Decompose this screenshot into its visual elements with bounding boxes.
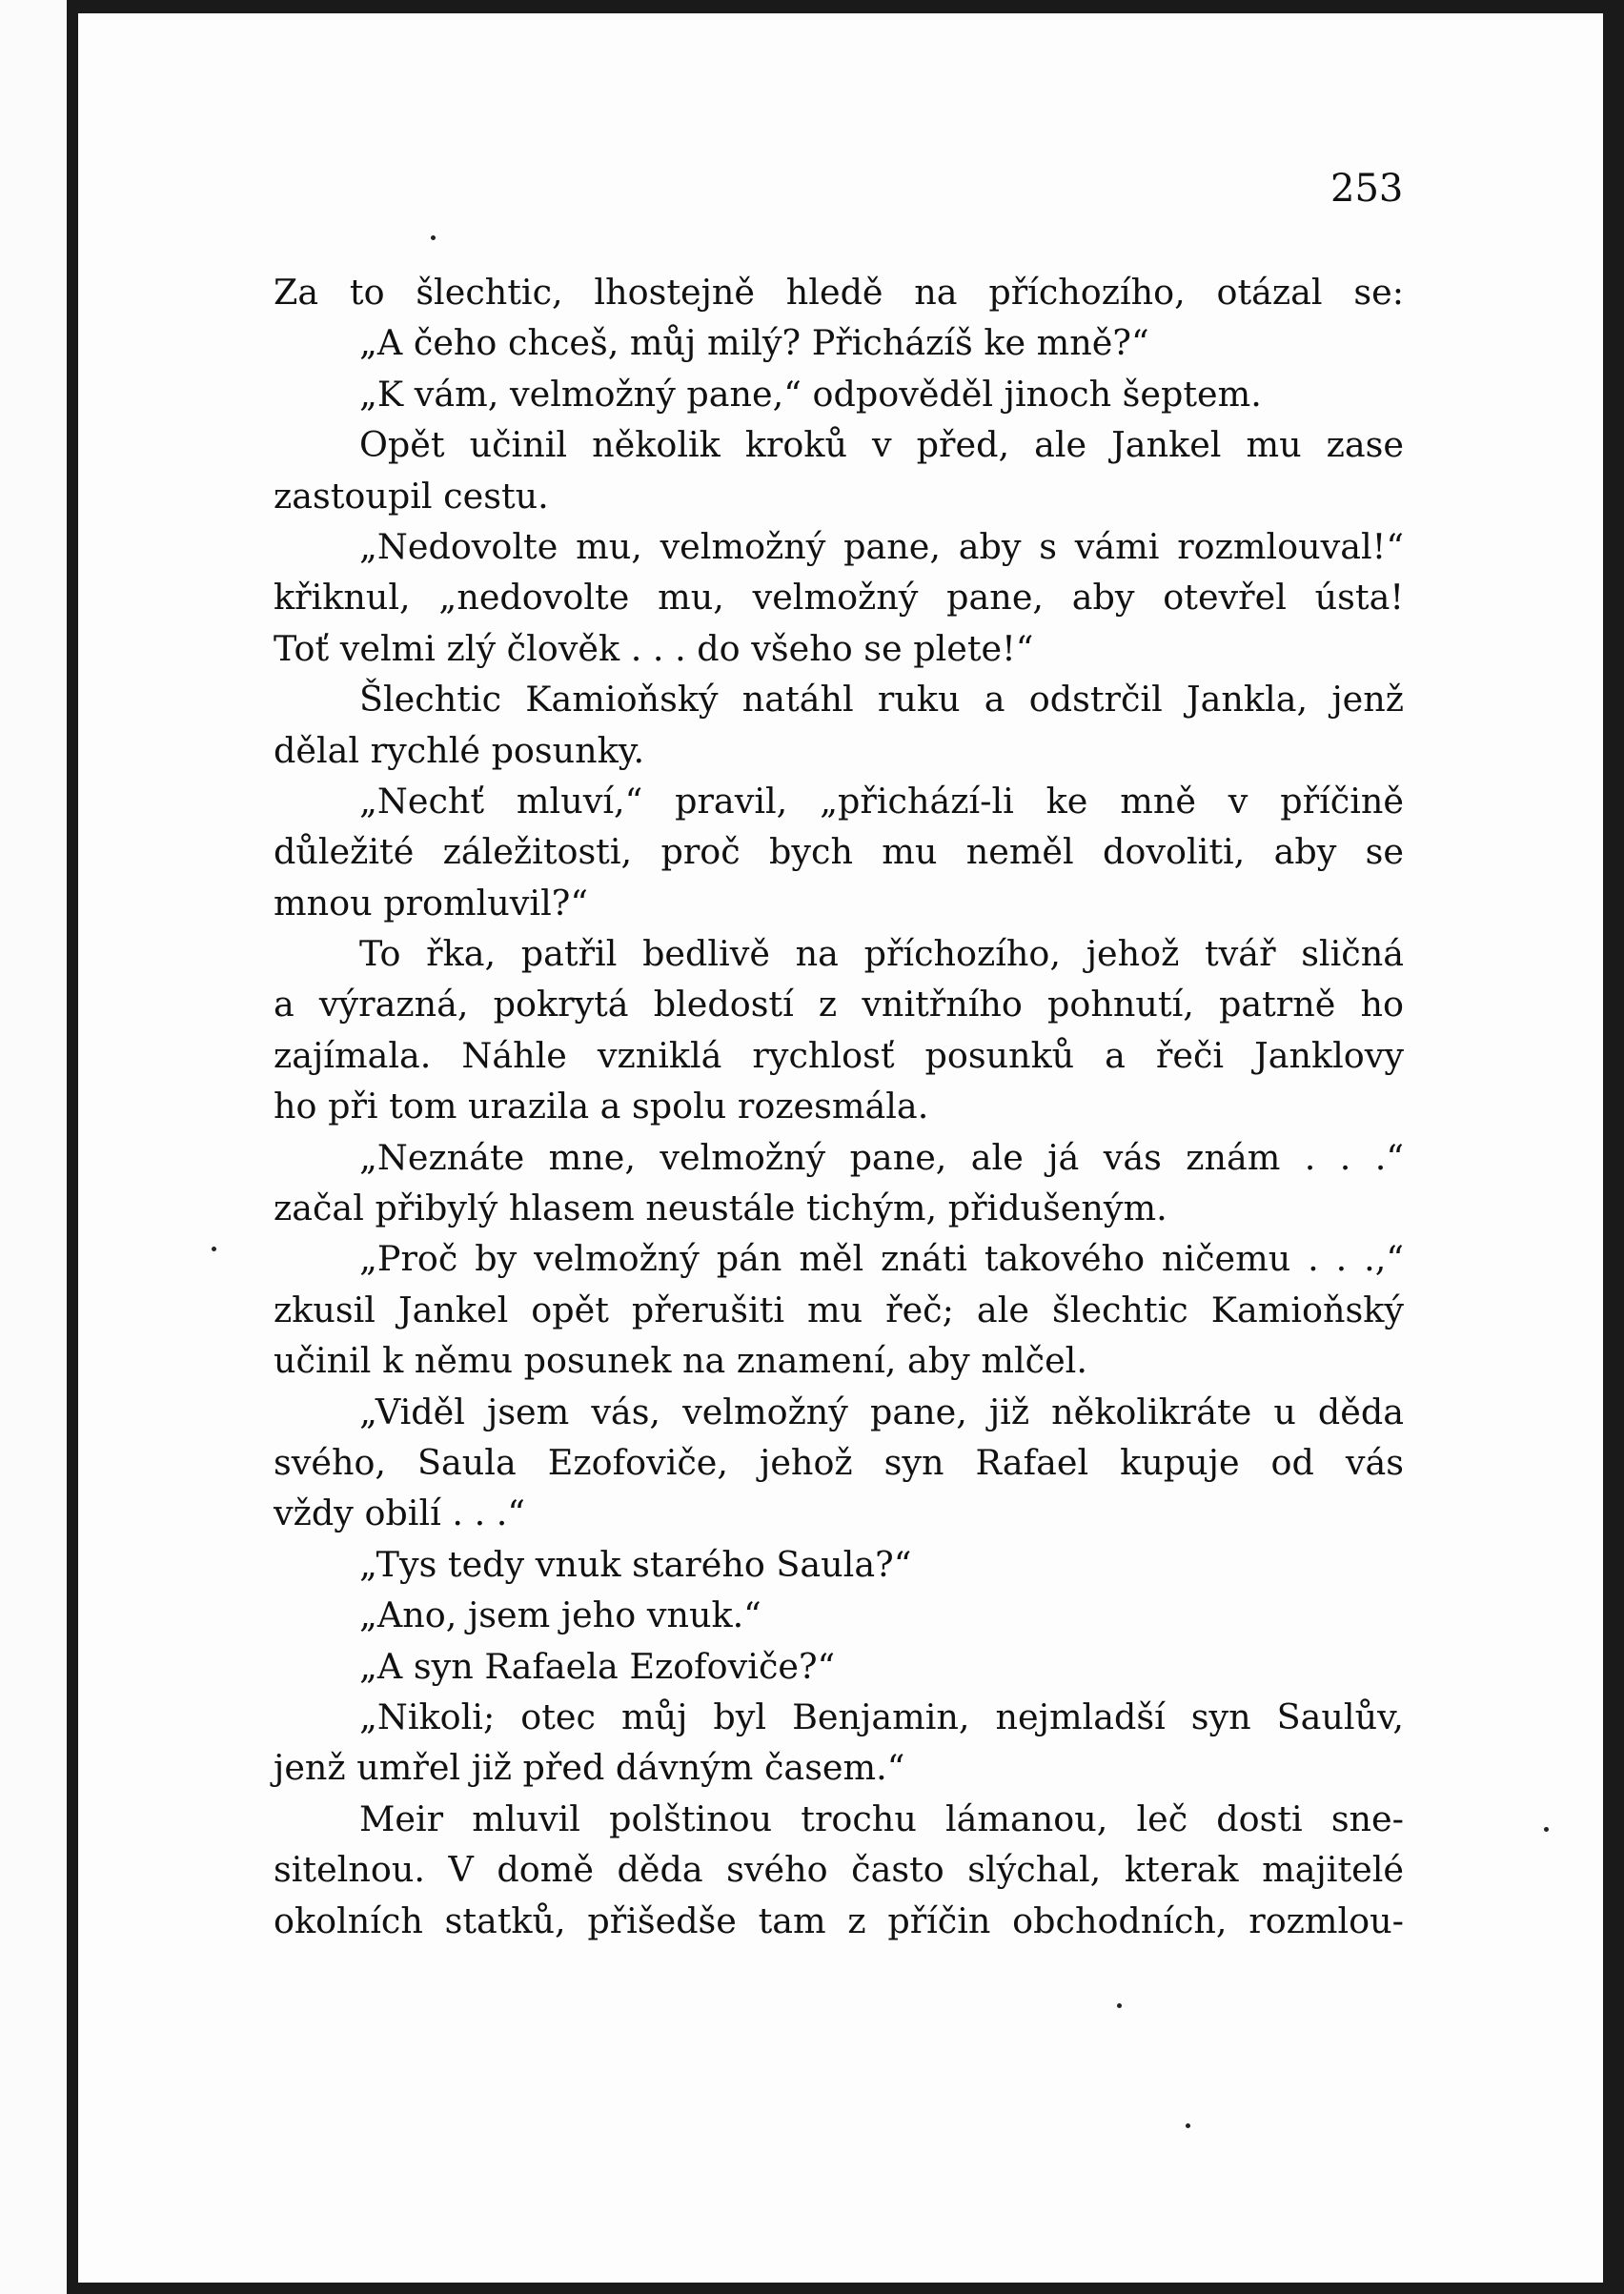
text-line: „Proč by velmožný pán měl znáti takového ničemu . . .,“ (359, 1238, 1404, 1280)
page-number: 253 (1330, 167, 1404, 211)
text-line: Toť velmi zlý člověk . . . do všeho se plete!“ (274, 627, 1034, 669)
text-line: „Nechť mluví,“ pravil, „přichází-li ke mně v příčině (359, 780, 1404, 822)
text-line: To řka, patřil bedlivě na příchozího, jehož tvář sličná (359, 933, 1404, 975)
scan-border-bottom (67, 2283, 1624, 2294)
text-line: zkusil Jankel opět přerušiti mu řeč; ale šlechtic Kamioňský (274, 1289, 1404, 1330)
text-line: jenž umřel již před dávným časem.“ (274, 1747, 905, 1789)
text-line: Meir mluvil polštinou trochu lámanou, leč dosti sne- (359, 1797, 1404, 1839)
dust-speck (431, 235, 436, 240)
text-line: okolních statků, přišedše tam z příčin obchodních, rozmlou- (274, 1899, 1404, 1941)
text-line: „Ano, jsem jeho vnuk.“ (359, 1594, 761, 1636)
text-line: a výrazná, pokrytá bledostí z vnitřního pohnutí, patrně ho (274, 984, 1404, 1025)
text-line: zajímala. Náhle vzniklá rychlosť posunků a řeči Janklovy (274, 1034, 1404, 1076)
text-line: „Viděl jsem vás, velmožný pane, již několikráte u děda (359, 1391, 1404, 1432)
text-line: sitelnou. V domě děda svého často slýchal, kterak majitelé (274, 1849, 1404, 1891)
text-line: učinil k němu posunek na znamení, aby mlčel. (274, 1340, 1087, 1382)
text-line: dělal rychlé posunky. (274, 729, 645, 771)
dust-speck (1544, 1827, 1549, 1832)
text-line: „K vám, velmožný pane,“ odpověděl jinoch šeptem. (359, 373, 1262, 415)
previous-page-edge (0, 0, 67, 2294)
text-line: mnou promluvil?“ (274, 882, 588, 924)
text-line: začal přibylý hlasem neustále tichým, přidušeným. (274, 1188, 1167, 1229)
scan-border-top (67, 0, 1624, 13)
dust-speck (1117, 2003, 1122, 2008)
body-text (274, 267, 1404, 1946)
text-line: „Nedovolte mu, velmožný pane, aby s vámi rozmlouval!“ (359, 525, 1404, 567)
text-line: „Tys tedy vnuk starého Saula?“ (359, 1543, 912, 1585)
text-line: „A čeho chceš, můj milý? Přicházíš ke mně?“ (359, 322, 1149, 364)
text-line: „Neznáte mne, velmožný pane, ale já vás znám . . .“ (359, 1136, 1404, 1178)
text-line: Šlechtic Kamioňský natáhl ruku a odstrčil Jankla, jenž (359, 679, 1404, 721)
scan-border-left (67, 0, 78, 2294)
text-line: „Nikoli; otec můj byl Benjamin, nejmladší syn Saulův, (359, 1695, 1404, 1737)
text-line: vždy obilí . . .“ (274, 1492, 526, 1534)
text-line: „A syn Rafaela Ezofoviče?“ (359, 1645, 836, 1687)
scan-border-right (1603, 0, 1624, 2294)
text-line: zastoupil cestu. (274, 475, 549, 517)
text-line: křiknul, „nedovolte mu, velmožný pane, aby otevřel ústa! (274, 577, 1404, 619)
text-line: Za to šlechtic, lhostejně hledě na příchozího, otázal se: (274, 272, 1404, 313)
text-line: důležité záležitosti, proč bych mu neměl dovoliti, aby se (274, 831, 1404, 873)
text-line: Opět učinil několik kroků v před, ale Jankel mu zase (359, 424, 1404, 466)
text-line: ho při tom urazila a spolu rozesmála. (274, 1086, 929, 1127)
dust-speck (1186, 2123, 1190, 2128)
text-line: svého, Saula Ezofoviče, jehož syn Rafael kupuje od vás (274, 1441, 1404, 1483)
dust-speck (212, 1247, 216, 1251)
